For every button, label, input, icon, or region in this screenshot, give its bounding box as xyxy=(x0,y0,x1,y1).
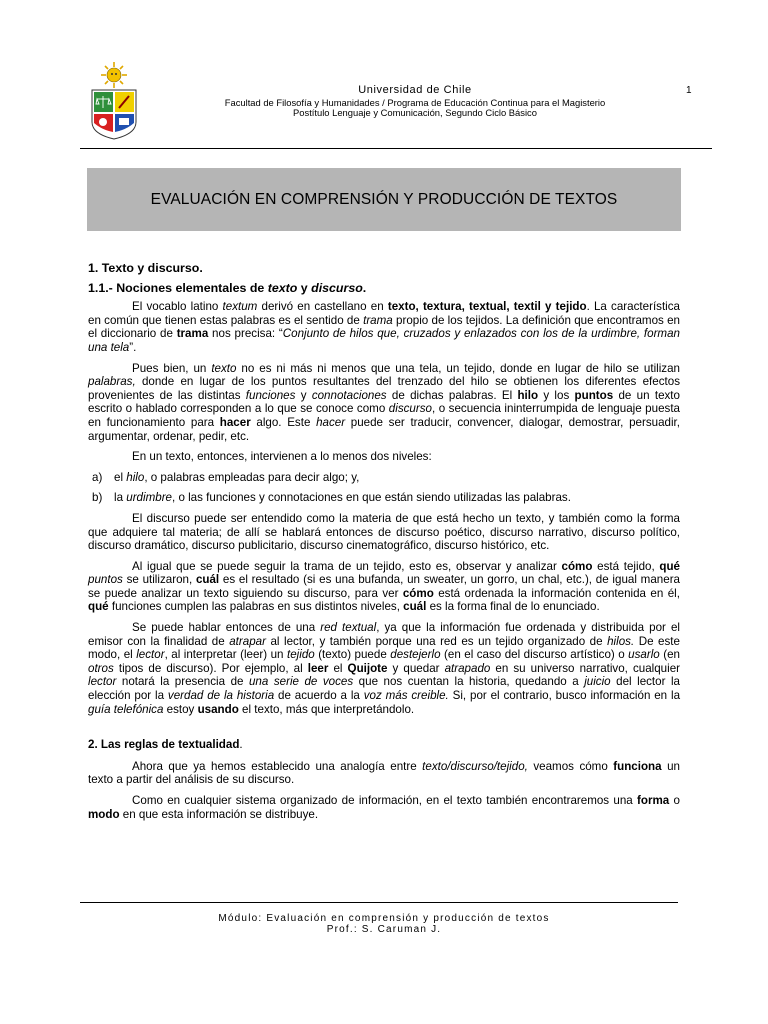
paragraph-discurso-materia: El discurso puede ser entendido como la materia de que está hecho un texto, y también como la forma que adquiere tal materia; de allí se hablará entonces de discurso poético, discurso narrativo, discurso político, discurso dramático, discurso publicitario, discurso cinematográfico, discurso histórico, etc. xyxy=(88,511,680,553)
footer-module: Módulo: Evaluación en comprensión y producción de textos xyxy=(218,913,550,924)
footer-professor: Prof.: S. Caruman J. xyxy=(326,924,442,935)
subsection-heading-1-1: 1.1.- Nociones elementales de texto y discurso. xyxy=(88,280,367,295)
list-item: a) el hilo, o palabras empleadas para decir algo; y, xyxy=(92,470,360,484)
section-heading-1: 1. Texto y discurso. xyxy=(88,261,203,275)
paragraph-sistema: Como en cualquier sistema organizado de información, en el texto también encontraremos una forma o modo en que esta información se distribuye. xyxy=(88,794,681,821)
postitle-line: Postítulo Lenguaje y Comunicación, Segundo Ciclo Básico xyxy=(293,107,537,118)
header-divider xyxy=(80,148,712,149)
paragraph-trama-tejido: Al igual que se puede seguir la trama de un tejido, esto es, observar y analizar cómo está tejido, qué puntos se utilizaron, cuál es el resultado (si es una bufanda, un sweater, un gorro, un chal, etc.), de igual manera se puede analizar un texto siguiendo su discurso, para ver cómo está ordenada la información contenida en él, qué funciones cumplen las palabras en sus distintos niveles, cuál es la forma final de lo enunciado. xyxy=(88,559,680,614)
page-number: 1 xyxy=(686,85,692,96)
document-body xyxy=(88,262,680,828)
list-item: b) la urdimbre, o las funciones y connotaciones en que están siendo utilizadas las palabras. xyxy=(92,491,571,505)
section-heading-2: 2. Las reglas de textualidad. xyxy=(88,738,243,752)
faculty-line: Facultad de Filosofía y Humanidades / Programa de Educación Continua para el Magisterio xyxy=(224,97,606,108)
paragraph-textum: El vocablo latino textum derivó en castellano en texto, textura, textual, textil y tejido. La característica en común que tienen estas palabras es el sentido de trama propio de los tejidos. La definición que encontramos en el diccionario de trama nos precisa: “Conjunto de hilos que, cruzados y enlazados con los de la urdimbre, forman una tela”. xyxy=(88,300,681,354)
document-title: EVALUACIÓN EN COMPRENSIÓN Y PRODUCCIÓN DE TEXTOS xyxy=(87,168,681,231)
sun-icon xyxy=(101,62,127,88)
university-crest-logo xyxy=(88,62,140,140)
paragraph-niveles: En un texto, entonces, intervienen a lo menos dos niveles: xyxy=(132,450,432,464)
footer-divider xyxy=(80,902,678,903)
university-name: Universidad de Chile xyxy=(358,84,472,96)
paragraph-analogia: Ahora que ya hemos establecido una analogía entre texto/discurso/tejido, veamos cómo funciona un texto a partir del análisis de su discurso. xyxy=(88,759,680,787)
paragraph-texto-tela: Pues bien, un texto no es ni más ni menos que una tela, un tejido, donde en lugar de hilo se utilizan palabras, donde en lugar de los puntos resultantes del trenzado del hilo se obtienen los diferentes efectos provenientes de las distintas funciones y connotaciones de dichas palabras. El hilo y los puntos de un texto escrito o hablado corresponden a lo que se conoce como discurso, o secuencia ininterrumpida de lenguaje puesta en funcionamiento para hacer algo. Este hacer puede ser traducir, convencer, dialogar, demostrar, persuadir, argumentar, ordenar, pedir, etc. xyxy=(88,361,680,443)
paragraph-red-textual: Se puede hablar entonces de una red textual, ya que la información fue ordenada y distribuida por el emisor con la finalidad de atrapar al lector, y también porque una red es un tejido organizado de hilos. De este modo, el lector, al interpretar (leer) un tejido (texto) puede destejerlo (en el caso del discurso artístico) o usarlo (en otros tipos de discurso). Por ejemplo, al leer el Quijote y quedar atrapado en su universo narrativo, cualquier lector notará la presencia de una serie de voces que nos cuentan la historia, quedando a juicio del lector la elección por la verdad de la historia de acuerdo a la voz más creible. Si, por el contrario, busco información en la guía telefónica estoy usando el texto, más que interpretándolo. xyxy=(88,621,681,716)
